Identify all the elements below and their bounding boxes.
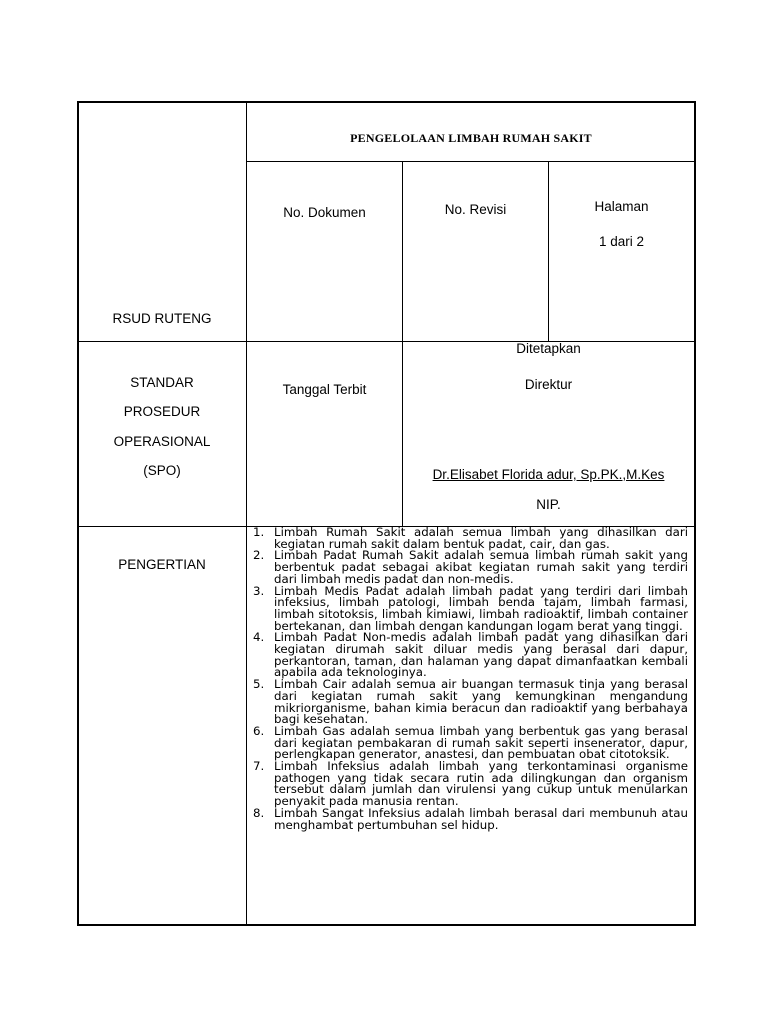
list-item-text: Limbah Padat Non-medis adalah limbah padat yang dihasilkan dari kegiatan dirumah sakit diluar medis yang berasal dari dapur, perkantoran, taman, dan halaman yang dapat dimanfaatkan kembali apabila ada teknologinya. xyxy=(274,630,688,680)
page-value: 1 dari 2 xyxy=(598,234,645,249)
page-label: Halaman xyxy=(594,199,649,214)
list-item-number: 5. xyxy=(253,677,265,692)
list-item xyxy=(253,679,688,726)
list-item xyxy=(253,550,688,585)
list-item-text: Limbah Infeksius adalah limbah yang terkontaminasi organisme pathogen yang tidak secara rutin ada dilingkungan dan organism tersebut dalam jumlah dan virulensi yang cukup untuk menularkan penyakit pada manusia rentan. xyxy=(274,759,688,809)
table-border-right xyxy=(694,101,696,926)
list-item-number: 6. xyxy=(253,723,265,738)
list-item xyxy=(253,723,688,762)
established-label: Ditetapkan xyxy=(516,341,581,356)
table-border-bottom xyxy=(77,924,696,926)
table-border-top xyxy=(77,101,696,103)
issue-date-label: Tanggal Terbit xyxy=(282,382,367,397)
doc-number-label: No. Dokumen xyxy=(283,205,366,220)
doc-revision-divider xyxy=(402,161,403,342)
definition-list xyxy=(253,527,688,831)
list-item-text: Limbah Gas adalah semua limbah yang berbentuk gas yang berasal dari kegiatan pembakaran di rumah sakit seperti insenerator, dapur, perlengkapan generator, anastesi, dan pembuatan obat citotoksik. xyxy=(274,723,688,762)
document-title: PENGELOLAAN LIMBAH RUMAH SAKIT xyxy=(350,131,592,145)
list-item-text: Limbah Rumah Sakit adalah semua limbah yang dihasilkan dari kegiatan rumah sakit dalam bentuk padat, cair, dan gas. xyxy=(274,525,688,551)
list-item-text: Limbah Medis Padat adalah limbah padat yang terdiri dari limbah infeksius, limbah patologi, limbah benda tajam, limbah farmasi, limbah sitotoksis, limbah kimiawi, limbah radioaktif, limbah container bertekanan, dan limbah dengan kandungan logam berat yang tinggi. xyxy=(274,583,688,633)
list-item xyxy=(253,583,688,633)
list-item-number: 1. xyxy=(253,525,265,539)
revision-label: No. Revisi xyxy=(444,202,507,217)
definition-label: PENGERTIAN xyxy=(118,557,206,572)
list-item xyxy=(253,805,688,832)
list-item-number: 3. xyxy=(253,583,265,598)
spo-line-operational: OPERASIONAL xyxy=(113,434,211,449)
spo-line-standard: STANDAR xyxy=(130,375,194,390)
list-item xyxy=(253,632,688,679)
list-item-number: 2. xyxy=(253,548,265,563)
revision-page-divider xyxy=(548,161,549,342)
list-item-number: 7. xyxy=(253,759,265,774)
column-divider xyxy=(246,101,247,926)
nip-label: NIP. xyxy=(536,497,561,512)
spo-line-abbrev: (SPO) xyxy=(143,463,181,478)
title-row-divider xyxy=(246,161,696,162)
hospital-name: RSUD RUTENG xyxy=(112,311,212,326)
table-border-left xyxy=(77,101,79,926)
spo-line-procedure: PROSEDUR xyxy=(123,404,201,419)
director-label: Direktur xyxy=(524,377,573,392)
list-item-text: Limbah Sangat Infeksius adalah limbah berasal dari membunuh atau menghambat pertumbuhan sel hidup. xyxy=(274,805,688,832)
list-item-text: Limbah Padat Rumah Sakit adalah semua limbah rumah sakit yang berbentuk padat sebagai akibat kegiatan rumah sakit yang terdiri dari limbah medis padat dan non-medis. xyxy=(274,548,688,586)
list-item-number: 8. xyxy=(253,805,265,820)
list-item xyxy=(253,761,688,808)
list-item xyxy=(253,527,688,550)
list-item-number: 4. xyxy=(253,630,265,645)
list-item-text: Limbah Cair adalah semua air buangan termasuk tinja yang berasal dari kegiatan rumah sakit yang kemungkinan mengandung mikriorganisme, bahan kimia beracun dan radioaktif yang berbahaya bagi kesehatan. xyxy=(274,677,688,727)
director-name: Dr.Elisabet Florida adur, Sp.PK.,M.Kes xyxy=(432,467,665,482)
